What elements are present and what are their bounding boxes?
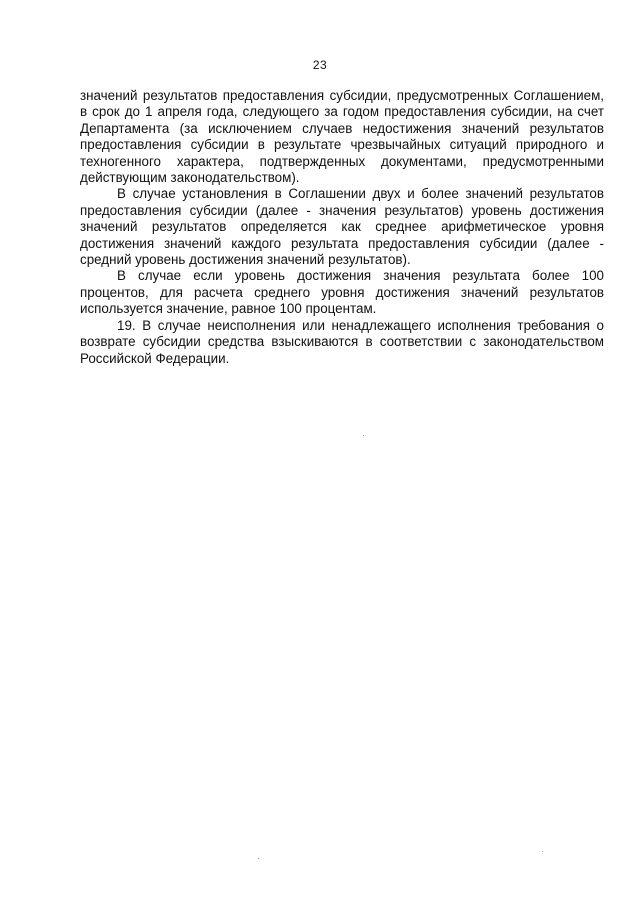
page-number: 23 [312, 58, 328, 72]
document-body [80, 88, 604, 367]
scan-speck [542, 851, 543, 852]
paragraph-continuation: значений результатов предоставления субсидии, предусмотренных Соглашением, в срок до 1 апреля года, следующего за годом предоставления субсидии, на счет Департамента (за исключением случаев недостижения значений результатов предоставления субсидии в результате чрезвычайных ситуаций природного и техногенного характера, подтвержденных документами, предусмотренными действующим законодательством). [80, 88, 604, 186]
scan-speck [363, 435, 364, 436]
paragraph-average-level: В случае установления в Соглашении двух и более значений результатов предоставления субсидии (далее - значения результатов) уровень достижения значений результатов определяется как среднее арифметическое уровня достижения значений каждого результата предоставления субсидии (далее - средний уровень достижения значений результатов). [80, 186, 604, 268]
scan-speck [258, 858, 259, 859]
paragraph-item-19: 19. В случае неисполнения или ненадлежащего исполнения требования о возврате субсидии средства взыскиваются в соответствии с законодательством Российской Федерации. [80, 317, 604, 366]
paragraph-hundred-percent: В случае если уровень достижения значения результата более 100 процентов, для расчета среднего уровня достижения значений результатов используется значение, равное 100 процентам. [80, 268, 604, 317]
